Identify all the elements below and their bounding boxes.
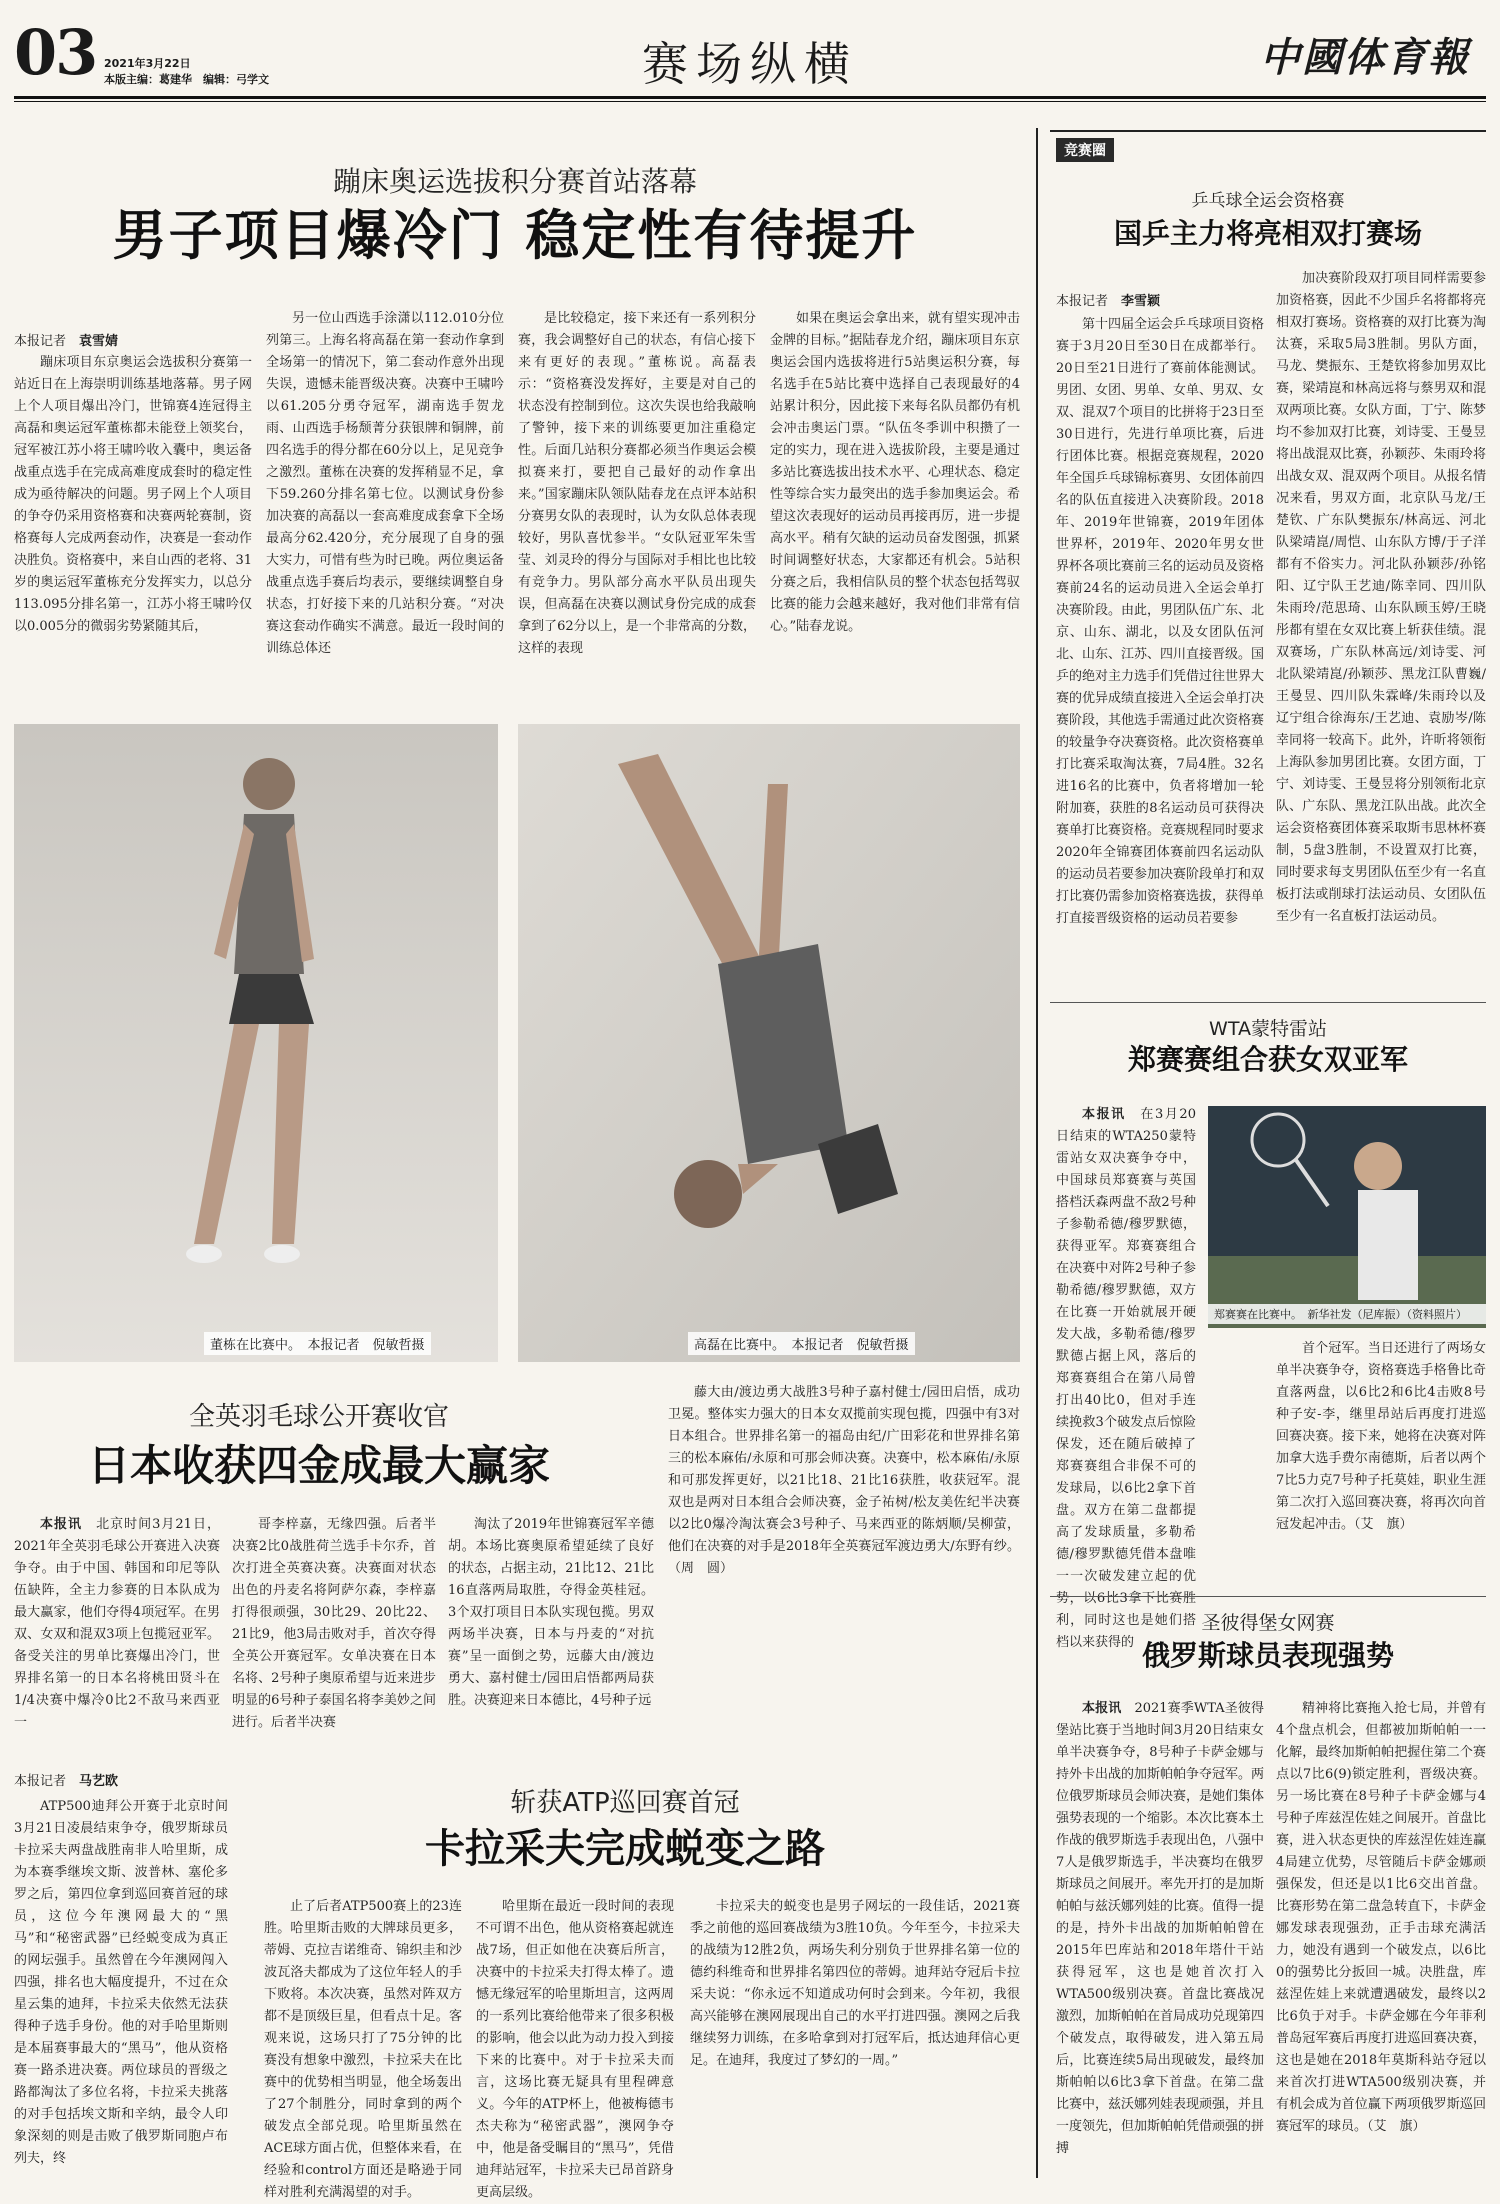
photo-left-caption-text: 董栋在比赛中。 bbox=[210, 1338, 295, 1353]
byline-label: 本报记者 bbox=[14, 334, 67, 349]
spb-col-2: 精神将比赛拖入抢七局，并曾有4个盘点机会，但都被加斯帕帕一一化解，最终加斯帕帕把握住第二个赛点以7比6(9)锁定胜利，晋级决赛。另一场比赛在8号种子卡萨金娜与4号种子库兹涅佐娃之间展开。首盘比赛，进入状态更快的库兹涅佐娃连赢4局建立优势，尽管随后卡萨金娜顽强保发，但还是以1比6交出首盘。比赛形势在第二盘急转直下，卡萨金娜发球表现强劲，正手击球充满活力，她没有遇到一个破发点，以6比0的强势比分扳回一城。决胜盘，库兹涅佐娃上来就遭遇破发，最终以2比6负于对手。卡萨金娜在今年菲利普岛冠军赛后再度打进巡回赛决赛，这也是她在2018年莫斯科站夺冠以来首次打进WTA500级别决赛，并有机会成为首位赢下两项俄罗斯巡回赛冠军的球员。（艾 旗） bbox=[1276, 1701, 1486, 2134]
wta-col-1 bbox=[1056, 1104, 1196, 1650]
spb-headline: 俄罗斯球员表现强势 bbox=[1141, 1639, 1394, 1672]
header-rule bbox=[14, 96, 1486, 99]
story3-col-4: 卡拉采夫的蜕变也是男子网坛的一段佳话，2021赛季之前他的巡回赛战绩为3胜10负。今年至今，卡拉采夫的战绩为12胜2负，两场失利分别负于世界排名第一位的德约科维奇和世界排名第四位的蒂姆。迪拜站夺冠后卡拉采夫说：“你永远不知道成功何时会到来。今年初，我很高兴能够在澳网展现出自己的水平打进四强。澳网之后我继续努力训练，在多哈拿到对打冠军后，抵达迪拜信心更足。在迪拜，我度过了梦幻的一周。” bbox=[690, 1899, 1020, 2068]
trampoline-photo-right bbox=[518, 724, 1020, 1362]
story1-kicker: 蹦床奥运选拔积分赛首站落幕 bbox=[332, 165, 697, 198]
tt-headline: 国乒主力将亮相双打赛场 bbox=[1113, 217, 1422, 250]
sidebar-top-rule bbox=[1050, 130, 1486, 132]
section-title: 赛场纵横 bbox=[642, 37, 858, 91]
wta-col-2: 首个冠军。当日还进行了两场女单半决赛争夺，资格赛选手格鲁比奇直落两盘，以6比2和6比4击败8号种子安-李，继里昂站后再度打进巡回赛决赛。接下来，她将在决赛对阵加拿大选手费尔南德斯，后者以两个7比5力克7号种子托莫娃，职业生涯第二次打入巡回赛决赛，将再次向首冠发起冲击。（艾 旗） bbox=[1276, 1341, 1486, 1532]
photo-left-credit: 本报记者 倪敏哲摄 bbox=[307, 1338, 425, 1353]
editors-line: 本版主编：葛建华 编辑：弓学文 bbox=[104, 73, 269, 86]
wta-byline-label: 本报讯 bbox=[1082, 1107, 1126, 1122]
spb-byline-label: 本报讯 bbox=[1082, 1701, 1122, 1716]
photo-left-caption bbox=[204, 1332, 431, 1355]
story2-col-3: 淘汰了2019年世锦赛冠军辛德胡。本场比赛奥原希望延续了良好的状态，占据主动，21比12、21比16直落两局取胜，夺得金英桂冠。3个双打项目日本队实现包揽。男双两场半决赛，日本与丹麦的“对抗赛”呈一面倒之势，远藤大由/渡边勇大、嘉村健士/园田启悟都两局获胜。决赛迎来日本德比，4号种子远 bbox=[448, 1517, 654, 1708]
wta-photo-caption-text: 郑赛赛在比赛中。 bbox=[1214, 1308, 1297, 1321]
story1-col-2: 另一位山西选手涂潇以112.010分位列第三。上海名将高磊在第一套动作拿到全场第一的情况下，第二套动作意外出现失误，遗憾未能晋级决赛。决赛中王啸吟以61.205分勇夺冠军，湖南选手贺龙雨、山西选手杨颓菁分获银牌和铜牌，前四名选手的得分都在60分以上，足见竞争之激烈。董栋在决赛的发挥稍显不足，拿下59.260分排名第七位。以测试身份参加决赛的高磊以一套高难度成套拿下全场最高分62.420分，充分展现了自身的强大实力，可惜有些为时已晚。两位奥运备战重点选手赛后均表示，要继续调整自身状态，打好接下来的几站积分赛。“对决赛这套动作确实不满意。最近一段时间的训练总体还 bbox=[266, 311, 504, 656]
header-rule-thin bbox=[14, 101, 1486, 102]
story1-col-3: 是比较稳定，接下来还有一系列积分赛，我会调整好自己的状态，有信心接下来有更好的表现。”董栋说。高磊表示：“资格赛没发挥好，主要是对自己的状态没有控制到位。这次失误也给我敲响了警钟，接下来的训练要更加注重稳定性。后面几站积分赛都必须当作奥运会模拟赛来打，要把自己最好的动作拿出来。”国家蹦床队领队陆春龙在点评本站积分赛男女队的表现时，认为女队总体表现较好，男队喜忧参半。“女队冠亚军朱雪莹、刘灵玲的得分与国际对手相比也比较有竞争力。男队部分高水平队员出现失误，但高磊在决赛以测试身份完成的成套拿到了62分以上，是一个非常高的分数，这样的表现 bbox=[518, 311, 756, 656]
story3-headline: 卡拉采夫完成蜕变之路 bbox=[425, 1825, 825, 1872]
photo-right-caption-text: 高磊在比赛中。 bbox=[694, 1338, 779, 1353]
athlete-figure-right bbox=[518, 724, 1020, 1362]
story3-byline-label: 本报记者 bbox=[14, 1774, 67, 1789]
story1-byline bbox=[14, 330, 118, 349]
story3-col-2: 止了后者ATP500赛上的23连胜。哈里斯击败的大牌球员更多，蒂姆、克拉吉诺维奇、锦织圭和沙波瓦洛夫都成为了这位年轻人的手下败将。本次决赛，虽然对阵双方都不是顶级巨星，但看点十足。客观来说，这场只打了75分钟的比赛没有想象中激烈，卡拉采夫在比赛中的优势相当明显，他全场轰出了27个制胜分，同时拿到的两个破发点全部兑现。哈里斯虽然在ACE球方面占优，但整体来看，在经验和control方面还是略逊于同样对胜利充满渴望的对手。 bbox=[264, 1899, 462, 2200]
wta-kicker: WTA蒙特雷站 bbox=[1209, 1018, 1327, 1040]
story3-col-1: ATP500迪拜公开赛于北京时间3月21日凌晨结束争夺，俄罗斯球员卡拉采夫两盘战胜南非人哈里斯，成为本赛季继埃文斯、波普林、塞伦多罗之后，第四位拿到巡回赛首冠的球员，这位今年澳网最大的“黑马”和“秘密武器”已经蜕变成为真正的网坛强手。虽然曾在今年澳网闯入四强，排名也大幅度提升，不过在众星云集的迪拜，卡拉采夫依然无法获得种子选手身份。他的对手哈里斯则是本届赛事最大的“黑马”，他从资格赛一路杀进决赛。两位球员的晋级之路都淘汰了多位名将，卡拉采夫挑落的对手包括埃文斯和辛纳，最令人印象深刻的则是击败了俄罗斯同胞卢布列夫，终 bbox=[14, 1799, 228, 2166]
story1-headline: 男子项目爆冷门 稳定性有待提升 bbox=[112, 203, 918, 267]
story2-kicker: 全英羽毛球公开赛收官 bbox=[188, 1402, 449, 1432]
wta-headline: 郑赛赛组合获女双亚军 bbox=[1127, 1043, 1408, 1076]
spb-kicker: 圣彼得堡女网赛 bbox=[1201, 1612, 1335, 1634]
tt-kicker: 乒乓球全运会资格赛 bbox=[1191, 191, 1345, 211]
photo-right-caption bbox=[688, 1332, 915, 1355]
story2-col-2: 哥李梓嘉，无缘四强。后者半决赛2比0战胜荷兰选手卡尔乔，首次打进全英赛决赛。决赛面对状态出色的丹麦名将阿萨尔森，李梓嘉打得很顽强，30比29、20比22、21比9，他3局击败对手，首次夺得全英公开赛冠军。女单决赛在日本名将、2号种子奥原希望与近来进步明显的6号种子泰国名将李美妙之间进行。后者半决赛 bbox=[232, 1517, 436, 1730]
tt-col-1: 第十四届全运会乒乓球项目资格赛于3月20日至30日在成都举行。20日至21日进行了赛前体能测试。男团、女团、男单、女单、男双、女双、混双7个项目的比拼将于23日至30日进行，先进行单项比赛，后进行团体比赛。根据竞赛规程，2020年全国乒乓球锦标赛男、女团体前四名的队伍直接进入决赛阶段。2018年、2019年世锦赛，2019年团体世界杯，2019年、2020年男女世界杯各项比赛前三名的运动员及资格赛前24名的运动员进入全运会单打决赛阶段。由此，男团队伍广东、北京、山东、湖北，以及女团队伍河北、山东、江苏、四川直接晋级。国乒的绝对主力选手们凭借过往世界大赛的优异成绩直接进入全运会单打决赛阶段，其他选手需通过此次资格赛的较量争夺决赛资格。此次资格赛单打比赛采取淘汰赛，7局4胜。32名进16名的比赛中，负者将增加一轮附加赛，获胜的8名运动员可获得决赛单打比赛资格。竞赛规程同时要求2020年全锦赛团体赛前四名运动队的运动员若要参加决赛阶段单打和双打比赛仍需参加资格赛选拔，获得单打直接晋级资格的运动员若要参 bbox=[1056, 317, 1265, 926]
story3-byline bbox=[14, 1770, 118, 1789]
story2-col-1-text: 北京时间3月21日，2021年全英羽毛球公开赛进入决赛争夺。由于中国、韩国和印尼等队伍缺阵，全主力参赛的日本队成为最大赢家，他们夺得4项冠军。在男双、女双和混双3项上包揽冠亚军。备受关注的男单比赛爆出冷门，世界排名第一的日本名将桃田贤斗在1/4决赛中爆冷0比2不敌马来西亚一 bbox=[14, 1517, 220, 1730]
wta-rule bbox=[1050, 1002, 1486, 1003]
story2-col-1 bbox=[14, 1514, 220, 1750]
story2-col-4: 藤大由/渡边勇大战胜3号种子嘉村健士/园田启悟，成功卫冕。整体实力强大的日本女双揽前实现包揽，四强中有3对日本组合。世界排名第一的福岛由纪/广田彩花和世界排名第三的松本麻佑/永原和可那会师决赛。决赛中，松本麻佑/永原和可那发挥更好，以21比18、21比16获胜，收获冠军。混双也是两对日本组合会师决赛，金子祐树/松友美佐纪半决赛以2比0爆冷淘汰赛会3号种子、马来西亚的陈炳顺/吴柳萤，他们在决赛的对手是2018年全英赛冠军渡边勇大/东野有纱。（周 圆） bbox=[668, 1385, 1020, 1576]
tt-byline-label: 本报记者 bbox=[1056, 294, 1109, 309]
column-divider bbox=[1036, 128, 1038, 2178]
story2-byline-label: 本报讯 bbox=[40, 1517, 83, 1532]
trampoline-photo-left bbox=[14, 724, 498, 1362]
wta-photo-credit: 新华社发（尼库振）（资料照片） bbox=[1307, 1308, 1467, 1321]
spb-col-1-text: 2021赛季WTA圣彼得堡站比赛于当地时间3月20日结束女单半决赛争夺，8号种子卡萨金娜与持外卡出战的加斯帕帕争夺冠军。两位俄罗斯球员会师决赛，是她们集体强势表现的一个缩影。本次比赛本土作战的俄罗斯选手表现出色，八强中7人是俄罗斯选手，半决赛均在俄罗斯球员之间展开。率先开打的是加斯帕帕与兹沃娜列娃的比赛。值得一提的是，持外卡出战的加斯帕帕曾在2015年巴库站和2018年塔什干站获得冠军，这也是她首次打入WTA500级别决赛。首盘比赛战况激烈，加斯帕帕在首局成功兑现第四个破发点，取得破发，进入第五局后，比赛连续5局出现破发，最终加斯帕帕以6比3拿下首盘。在第二盘比赛中，兹沃娜列娃表现顽强，并且一度领先，但加斯帕帕凭借顽强的拼搏 bbox=[1056, 1701, 1265, 2156]
newspaper-logo: 中國体育報 bbox=[1260, 34, 1470, 81]
tt-byline-author: 李雪颖 bbox=[1121, 294, 1161, 309]
byline-author: 袁雪婧 bbox=[79, 334, 119, 349]
spb-col-1 bbox=[1056, 1698, 1264, 2182]
photo-right-credit: 本报记者 倪敏哲摄 bbox=[791, 1338, 909, 1353]
wta-photo bbox=[1208, 1106, 1486, 1328]
page-number: 03 bbox=[14, 16, 97, 89]
tt-byline bbox=[1056, 290, 1160, 309]
story3-byline-author: 马艺欧 bbox=[79, 1774, 119, 1789]
story3-kicker: 斩获ATP巡回赛首冠 bbox=[510, 1788, 740, 1818]
athlete-figure-left bbox=[14, 724, 498, 1362]
wta-col-1-text: 在3月20日结束的WTA250蒙特雷站女双决赛争夺中，中国球员郑赛赛与英国搭档沃森两盘不敌2号种子参勒希德/穆罗默德，获得亚军。郑赛赛组合在决赛中对阵2号种子参勒希德/穆罗默德，双方在比赛一开始就展开硬发大战，多勒希德/穆罗默德占据上风，落后的郑赛赛组合在第八局曾打出40比0，但对手连续挽救3个破发点后惊险保发，还在随后破掉了郑赛赛组合非保不可的发球局，以6比2拿下首盘。双方在第二盘都提高了发球质量，多勒希德/穆罗默德凭借本盘唯一一次破发建立起的优势，以6比3拿下比赛胜利，同时这也是她们搭档以来获得的 bbox=[1056, 1107, 1196, 1650]
story1-col-4: 如果在奥运会拿出来，就有望实现冲击金牌的目标。”据陆春龙介绍，蹦床项目东京奥运会国内选拔将进行5站奥运积分赛，每名选手在5站比赛中选择自己表现最好的4站累计积分，因此接下来每名队员都仍有机会冲击奥运门票。“队伍冬季训中积攒了一定的实力，现在进入选拔阶段，主要是通过多站比赛选拔出技术水平、心理状态、稳定性等综合实力最突出的选手参加奥运会。希望这次表现好的运动员再接再厉，进一步提高水平。稍有欠缺的运动员奋发图强，抓紧时间调整好状态，大家都还有机会。5站积分赛之后，我相信队员的整个状态包括驾驭比赛的能力会越来越好，我对他们非常有信心。”陆春龙说。 bbox=[770, 311, 1020, 634]
tennis-player-figure bbox=[1208, 1106, 1486, 1328]
issue-date: 2021年3月22日 bbox=[104, 57, 191, 70]
story1-col-1: 蹦床项目东京奥运会选拔积分赛第一站近日在上海崇明训练基地落幕。男子网上个人项目爆出冷门，世锦赛4连冠得主高磊和奥运冠军董栋都未能登上领奖台，冠军被江苏小将王啸吟收入囊中，奥运备战重点选手在完成高难度成套时的稳定性成为亟待解决的问题。男子网上个人项目的争夺仍采用资格赛和决赛两轮赛制，资格赛每人完成两套动作，决赛是一套动作决胜负。资格赛中，来自山西的老将、31岁的奥运冠军董栋充分发挥实力，以总分113.095分排名第一，江苏小将王啸吟仅以0.005分的微弱劣势紧随其后， bbox=[14, 355, 252, 634]
story3-col-3: 哈里斯在最近一段时间的表现不可谓不出色，他从资格赛起就连战7场，但正如他在决赛后所言，决赛中的卡拉采夫打得太棒了。遗憾无缘冠军的哈里斯坦言，这两周的一系列比赛给他带来了很多积极的影响，他会以此为动力投入到接下来的比赛中。对于卡拉采夫而言，这场比赛无疑具有里程碑意义。今年的ATP杯上，他被梅德韦杰夫称为“秘密武器”，澳网争夺中，他是备受瞩目的“黑马”，凭借迪拜站冠军，卡拉采夫已昂首跻身更高层级。 bbox=[476, 1899, 674, 2200]
sidebar-tag: 竞赛圈 bbox=[1056, 138, 1114, 162]
story2-headline: 日本收获四金成最大赢家 bbox=[87, 1441, 550, 1490]
wta-photo-caption bbox=[1208, 1304, 1486, 1324]
tt-col-2: 加决赛阶段双打项目同样需要参加资格赛，因此不少国乒名将都将亮相双打赛场。资格赛的双打比赛为淘汰赛，采取5局3胜制。男队方面，马龙、樊振东、王楚钦将参加男双比赛，梁靖崑和林高远将与蔡男双和混双两项比赛。女队方面，丁宁、陈梦均不参加双打比赛，刘诗雯、王曼昱将出战混双比赛，孙颖莎、朱雨玲将出战女双、混双两个项目。从报名情况来看，男双方面，北京队马龙/王楚钦、广东队樊振东/林高远、河北队梁靖崑/周恺、山东队方博/于子洋都有不俗实力。河北队孙颖莎/孙铭阳、辽宁队王艺迪/陈幸同、四川队朱雨玲/范思琦、山东队顾玉婷/王晓彤都有望在女双比赛上斩获佳绩。混双赛场，广东队林高远/刘诗雯、河北队梁靖崑/孙颖莎、黑龙江队曹巍/王曼昱、四川队朱霖峰/朱雨玲以及辽宁组合徐海东/王艺迪、袁励岑/陈幸同将一较高下。此外，许昕将领衔上海队参加男团比赛。女团方面，丁宁、刘诗雯、王曼昱将分别领衔北京队、广东队、黑龙江队出战。此次全运会资格赛团体赛采取斯韦思林杯赛制，5盘3胜制，不设置双打比赛，同时要求每支男团队伍至少有一名直板打法或削球打法运动员、女团队伍至少有一名直板打法运动员。 bbox=[1276, 271, 1486, 924]
spb-rule bbox=[1050, 1596, 1486, 1597]
